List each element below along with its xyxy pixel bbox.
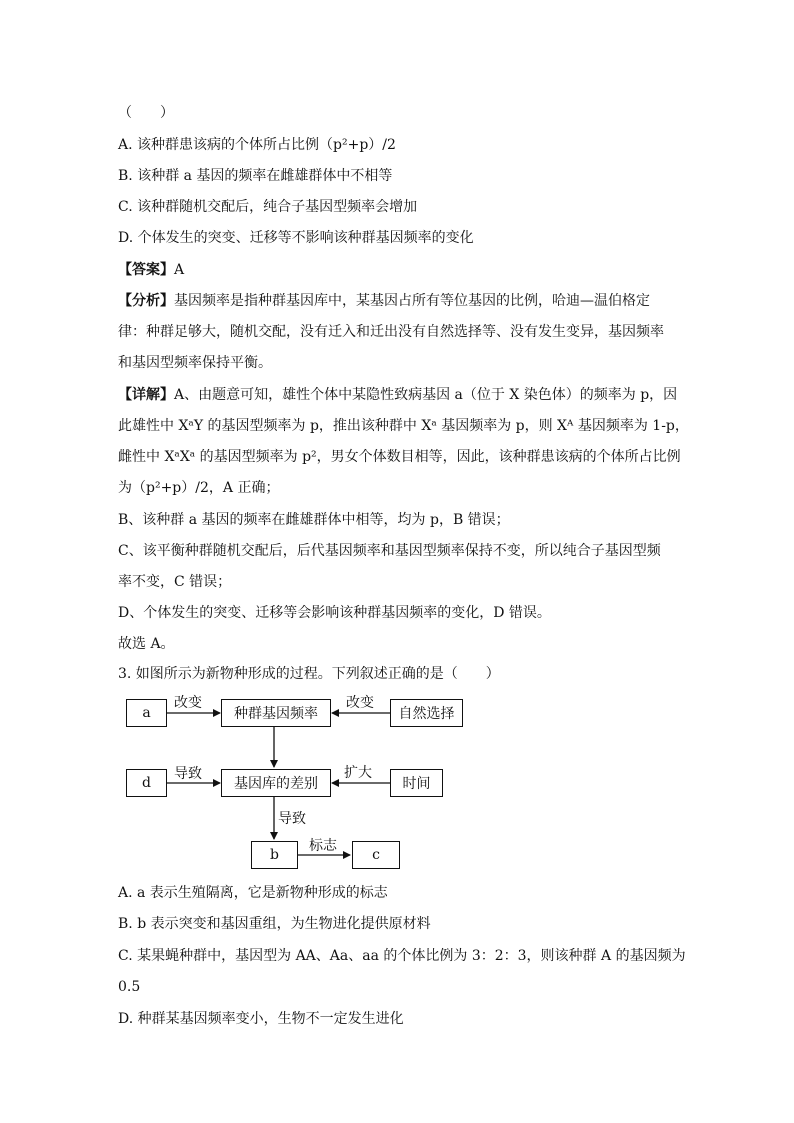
q2-option-c: C. 该种群随机交配后，纯合子基因型频率会增加: [118, 199, 418, 215]
label-lead-left: 导致: [174, 766, 202, 782]
detail-line-3: 雌性中 XᵃXᵃ 的基因型频率为 p²，男女个体数目相等，因此，该种群患该病的个体所占比例: [118, 449, 681, 465]
q3-option-a: A. a 表示生殖隔离，它是新物种形成的标志: [118, 885, 388, 901]
analysis-label: 【分析】: [118, 293, 174, 309]
detail-line-4: 为（p²+p）/2，A 正确；: [118, 480, 280, 496]
detail-line-7: 率不变，C 错误；: [118, 574, 232, 590]
q3-option-d: D. 种群某基因频率变小，生物不一定发生进化: [118, 1011, 404, 1027]
analysis-line-2: 律：种群足够大，随机交配，没有迁入和迁出没有自然选择等、没有发生变异，基因频率: [118, 324, 664, 340]
label-mark: 标志: [309, 838, 337, 854]
label-expand: 扩大: [344, 765, 372, 781]
q3-stem: 3. 如图所示为新物种形成的过程。下列叙述正确的是（ ）: [118, 666, 500, 682]
box-natural-selection: 自然选择: [390, 699, 463, 727]
box-b: b: [251, 841, 298, 869]
q3-option-c-line-1: C. 某果蝇种群中，基因型为 AA、Aa、aa 的个体比例为 3：2：3，则该种群 A 的基因频为: [118, 948, 686, 964]
answer-label: 【答案】: [118, 262, 174, 278]
detail-line-2: 此雄性中 XᵃY 的基因型频率为 p，推出该种群中 Xᵃ 基因频率为 p，则 Xᴬ 基因频率为 1-p，: [118, 418, 689, 434]
box-c: c: [352, 841, 400, 869]
conclusion-line: 故选 A。: [118, 636, 175, 652]
q3-option-c-line-2: 0.5: [118, 979, 141, 995]
label-change-right: 改变: [346, 695, 374, 711]
detail-line-6: C、该平衡种群随机交配后，后代基因频率和基因型频率保持不变，所以纯合子基因型频: [118, 543, 661, 559]
box-gene-pool-difference: 基因库的差别: [221, 769, 331, 797]
q2-option-d: D. 个体发生的突变、迁移等不影响该种群基因频率的变化: [118, 230, 474, 246]
analysis-text-1: 基因频率是指种群基因库中，某基因占所有等位基因的比例，哈迪—温伯格定: [174, 293, 650, 309]
q2-option-a: A. 该种群患该病的个体所占比例（p²+p）/2: [118, 137, 396, 153]
box-a: a: [126, 699, 167, 727]
answer-value: A: [174, 262, 185, 278]
q2-paren: （ ）: [118, 105, 174, 121]
label-lead-down: 导致: [278, 811, 306, 827]
detail-line-5: B、该种群 a 基因的频率在雌雄群体中相等，均为 p，B 错误；: [118, 512, 510, 528]
q2-option-b: B. 该种群 a 基因的频率在雌雄群体中不相等: [118, 168, 393, 184]
box-time: 时间: [390, 769, 443, 797]
label-change-left: 改变: [174, 695, 202, 711]
q3-option-b: B. b 表示突变和基因重组，为生物进化提供原材料: [118, 916, 431, 932]
detail-text-1: A、由题意可知，雄性个体中某隐性致病基因 a（位于 X 染色体）的频率为 p，因: [174, 387, 678, 403]
box-d: d: [126, 769, 167, 797]
detail-label: 【详解】: [118, 387, 174, 403]
analysis-line-3: 和基因型频率保持平衡。: [118, 355, 272, 371]
box-population-gene-frequency: 种群基因频率: [221, 699, 331, 727]
detail-line-8: D、个体发生的突变、迁移等会影响该种群基因频率的变化，D 错误。: [118, 605, 551, 621]
